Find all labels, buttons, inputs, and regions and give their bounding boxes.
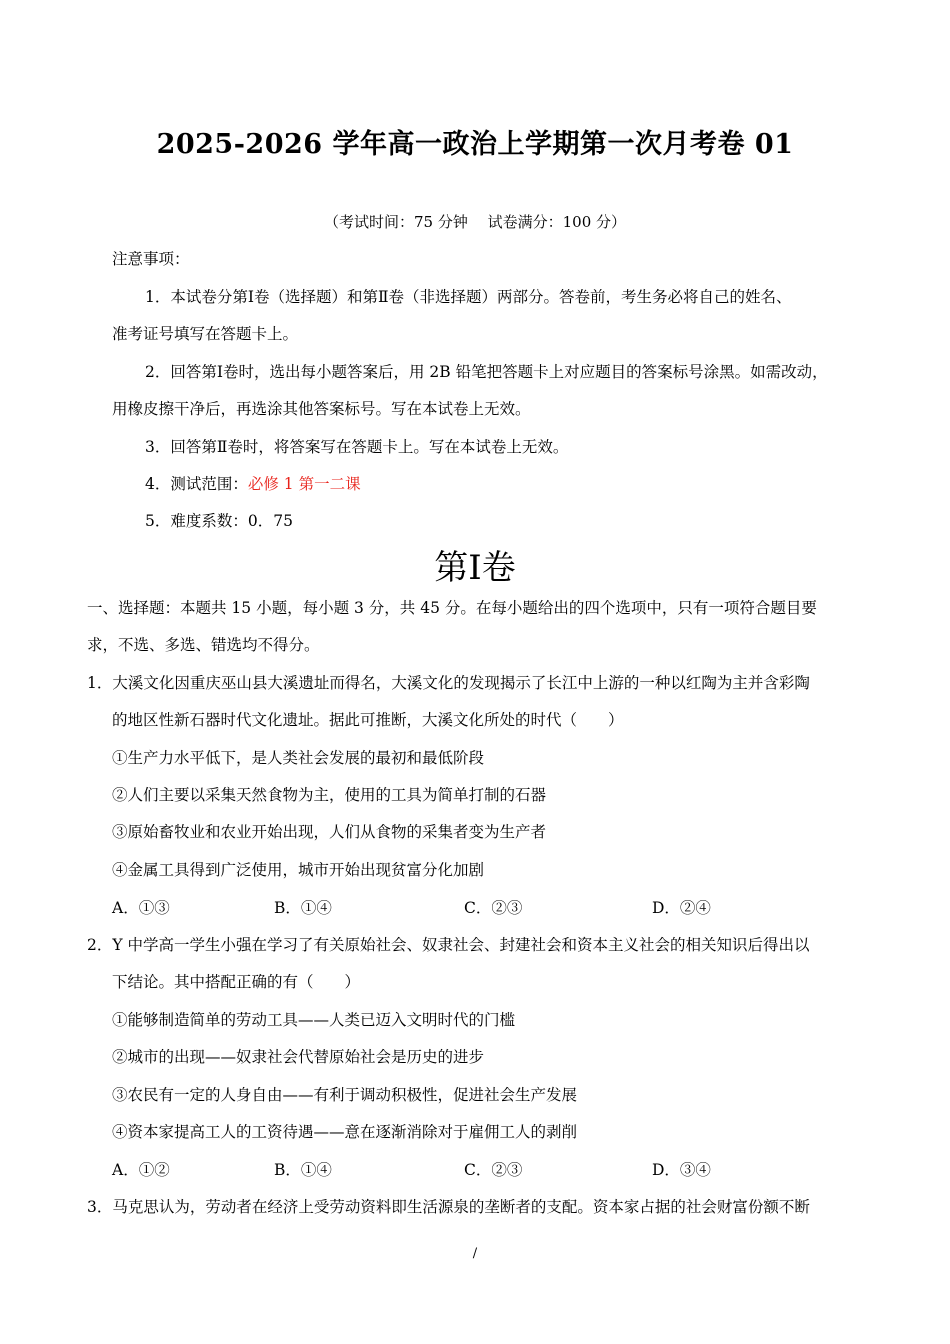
note-4-scope: 必修 1 第一二课: [247, 475, 361, 493]
note-1-line-1: 1．本试卷分第Ⅰ卷（选择题）和第Ⅱ卷（非选择题）两部分。答卷前，考生务必将自己的姓名、: [145, 288, 792, 306]
note-2-line-1: 2．回答第Ⅰ卷时，选出每小题答案后，用 2B 铅笔把答题卡上对应题目的答案标号涂黑。如需改动，: [145, 363, 828, 381]
note-4: [145, 474, 361, 494]
page-footer: /: [472, 1246, 478, 1261]
notes-heading: 注意事项：: [112, 250, 190, 268]
q2-option-b: B．①④: [274, 1161, 332, 1179]
section-title: 第Ⅰ卷: [434, 548, 516, 588]
q1-statement-4: ④金属工具得到广泛使用，城市开始出现贫富分化加剧: [112, 861, 485, 879]
note-2-line-2: 用橡皮擦干净后，再选涂其他答案标号。写在本试卷上无效。: [112, 400, 531, 418]
q2-option-c: C．②③: [464, 1161, 523, 1179]
q1-option-b: B．①④: [274, 899, 332, 917]
q1-option-d: D．②④: [652, 899, 711, 917]
q2-stem-line-1: 2．Y 中学高一学生小强在学习了有关原始社会、奴隶社会、封建社会和资本主义社会的相关知识后得出以: [87, 936, 810, 954]
note-1-line-2: 准考证号填写在答题卡上。: [112, 325, 299, 343]
q1-statement-2: ②人们主要以采集天然食物为主，使用的工具为简单打制的石器: [112, 786, 547, 804]
q1-option-a: A．①③: [112, 899, 170, 917]
q2-statement-2: ②城市的出现——奴隶社会代替原始社会是历史的进步: [112, 1048, 485, 1066]
q2-statement-4: ④资本家提高工人的工资待遇——意在逐渐消除对于雇佣工人的剥削: [112, 1123, 578, 1141]
q2-statement-1: ①能够制造简单的劳动工具——人类已迈入文明时代的门槛: [112, 1011, 516, 1029]
q1-statement-3: ③原始畜牧业和农业开始出现，人们从食物的采集者变为生产者: [112, 823, 547, 841]
note-3: 3．回答第Ⅱ卷时，将答案写在答题卡上。写在本试卷上无效。: [145, 438, 569, 456]
q2-option-a: A．①②: [112, 1161, 170, 1179]
q1-option-c: C．②③: [464, 899, 523, 917]
section-intro-line-1: 一、选择题：本题共 15 小题，每小题 3 分，共 45 分。在每小题给出的四个选项中，只有一项符合题目要: [87, 599, 817, 617]
q2-option-d: D．③④: [652, 1161, 711, 1179]
note-5: 5．难度系数：0．75: [145, 512, 293, 530]
q3-stem-line-1: 3．马克思认为，劳动者在经济上受劳动资料即生活源泉的垄断者的支配。资本家占据的社会财富份额不断: [87, 1198, 810, 1216]
exam-info: （考试时间：75 分钟 试卷满分：100 分）: [323, 213, 627, 231]
section-intro-line-2: 求，不选、多选、错选均不得分。: [87, 636, 320, 654]
note-4-label: 4．测试范围：: [145, 475, 248, 493]
q1-statement-1: ①生产力水平低下，是人类社会发展的最初和最低阶段: [112, 749, 485, 767]
q2-statement-3: ③农民有一定的人身自由——有利于调动积极性，促进社会生产发展: [112, 1086, 578, 1104]
q1-stem-line-2: 的地区性新石器时代文化遗址。据此可推断，大溪文化所处的时代（ ）: [112, 711, 624, 729]
q1-stem-line-1: 1．大溪文化因重庆巫山县大溪遗址而得名，大溪文化的发现揭示了长江中上游的一种以红陶为主并含彩陶: [87, 674, 810, 692]
q2-stem-line-2: 下结论。其中搭配正确的有（ ）: [112, 973, 361, 991]
exam-title: 2025-2026 学年高一政治上学期第一次月考卷 01: [156, 129, 794, 160]
